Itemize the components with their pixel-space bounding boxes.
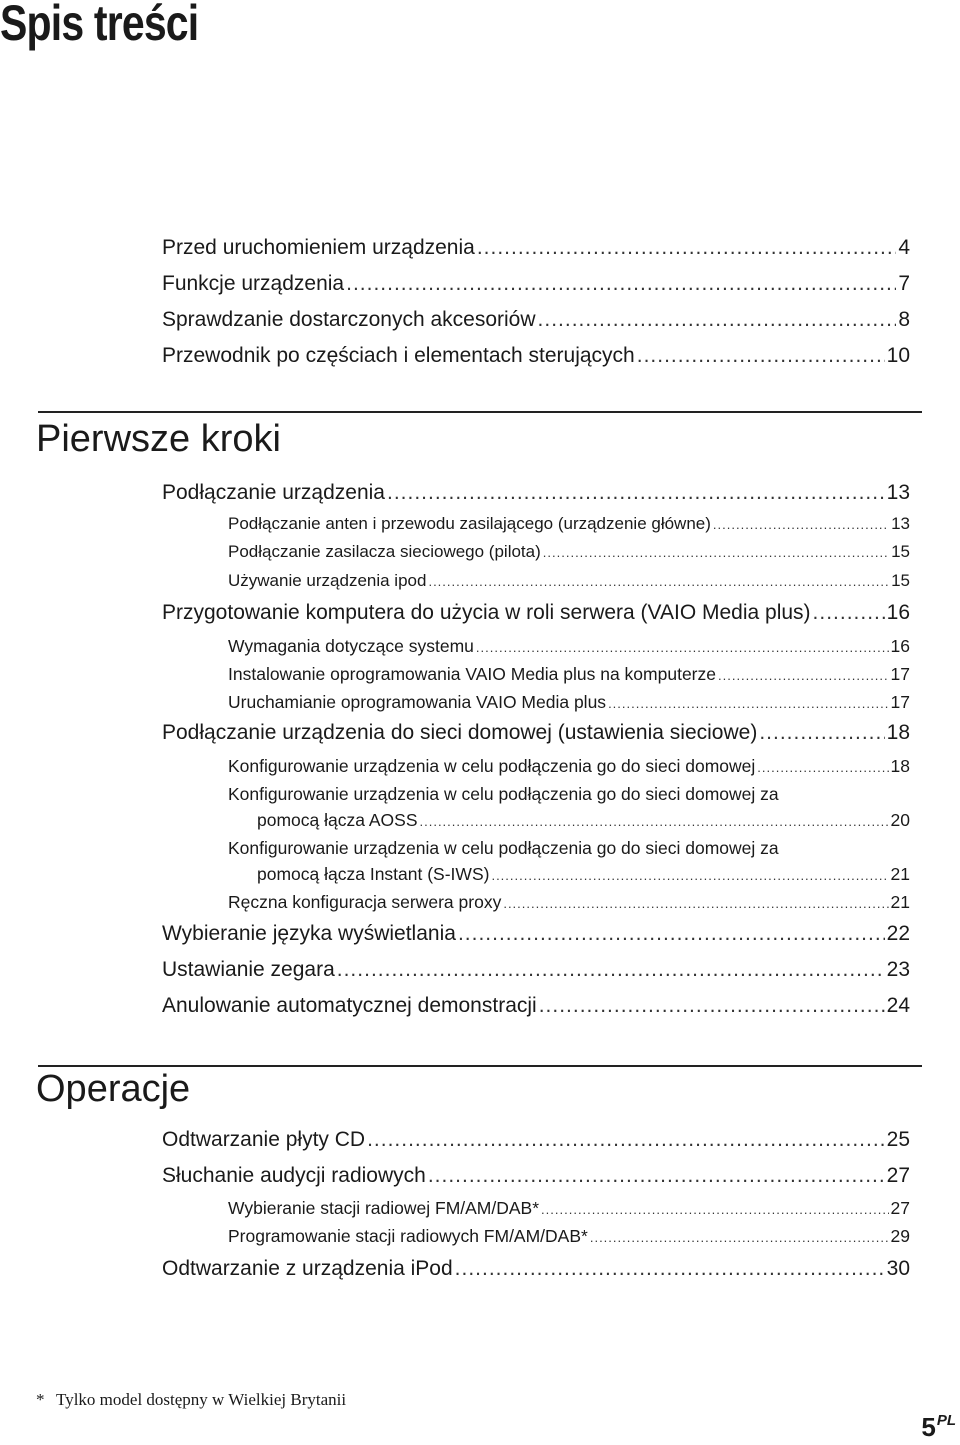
toc-subentry[interactable] [228, 636, 910, 657]
toc-entry-title-line1[interactable]: Konfigurowanie urządzenia w celu podłączenia go do sieci domowej za [228, 838, 779, 858]
section-title: Operacje [36, 1068, 191, 1110]
toc-entry-page: 16 [886, 601, 910, 624]
toc-entry-page: 4 [898, 236, 910, 259]
footnote-marker: * [36, 1390, 45, 1409]
toc-entry-page: 27 [886, 1164, 910, 1187]
section-divider [38, 411, 922, 413]
toc-subentry[interactable] [228, 892, 910, 913]
toc-entry-title: Programowanie stacji radiowych FM/AM/DAB* [228, 1226, 588, 1246]
toc-entry-page: 21 [890, 892, 910, 912]
toc-leader [455, 1257, 885, 1281]
toc-entry-page: 24 [886, 994, 910, 1017]
footnote-text: Tylko model dostępny w Wielkiej Brytanii [56, 1390, 347, 1409]
toc-leader [420, 814, 889, 829]
toc-entry-title: Podłączanie urządzenia do sieci domowej (ustawienia sieciowe) [162, 721, 758, 744]
page-number-suffix: PL [936, 1412, 956, 1429]
toc-entry[interactable] [162, 721, 910, 745]
toc-entry-page: 16 [890, 636, 910, 656]
toc-entry-page: 18 [886, 721, 910, 744]
toc-entry[interactable] [162, 344, 910, 368]
toc-entry-page: 22 [886, 922, 910, 945]
toc-entry-page: 18 [890, 756, 910, 776]
toc-leader [337, 958, 885, 982]
toc-entry[interactable] [162, 1128, 910, 1152]
toc-leader [539, 994, 885, 1018]
toc-entry[interactable] [162, 308, 910, 332]
toc-entry-title: Ręczna konfiguracja serwera proxy [228, 892, 502, 912]
toc-entry[interactable] [162, 236, 910, 260]
toc-entry-page: 13 [891, 514, 910, 533]
toc-entry-title: Funkcje urządzenia [162, 272, 345, 295]
toc-leader [718, 668, 889, 683]
toc-entry-page: 23 [886, 958, 910, 981]
toc-leader [759, 721, 884, 745]
toc-entry-title: pomocą łącza Instant (S-IWS) [257, 864, 490, 884]
toc-entry[interactable] [162, 1164, 910, 1188]
toc-entry-page: 27 [890, 1198, 910, 1218]
toc-entry-title: Ustawianie zegara [162, 958, 335, 981]
toc-entry[interactable] [162, 272, 910, 296]
toc-leader [346, 272, 896, 296]
toc-leader [477, 236, 896, 260]
toc-subentry[interactable] [257, 810, 910, 831]
toc-entry[interactable] [162, 1257, 910, 1281]
toc-entry-page: 15 [891, 542, 910, 561]
toc-entry-page: 13 [886, 481, 910, 504]
toc-subentry[interactable] [228, 542, 910, 562]
toc-subentry[interactable] [228, 1226, 910, 1247]
toc-leader [367, 1128, 885, 1152]
toc-entry-page: 10 [886, 344, 910, 367]
toc-leader [713, 517, 889, 532]
toc-leader [637, 344, 885, 368]
toc-entry-title: Odtwarzanie płyty CD [162, 1128, 366, 1151]
toc-entry-title: Przed uruchomieniem urządzenia [162, 236, 475, 259]
toc-entry-page: 25 [886, 1128, 910, 1151]
toc-entry-title-line1[interactable]: Konfigurowanie urządzenia w celu podłączenia go do sieci domowej za [228, 784, 779, 804]
page-number [921, 1412, 956, 1443]
toc-subentry[interactable] [228, 1198, 910, 1219]
toc-subentry[interactable] [228, 571, 910, 591]
toc-entry-page: 21 [890, 864, 910, 884]
page-title: Spis treści [0, 0, 199, 51]
toc-entry-page: 17 [890, 664, 910, 684]
toc-entry-title: Sprawdzanie dostarczonych akcesoriów [162, 308, 536, 331]
toc-subentry[interactable] [228, 756, 910, 777]
toc-entry-title: Słuchanie audycji radiowych [162, 1164, 426, 1187]
toc-leader [590, 1230, 889, 1245]
toc-leader [813, 601, 885, 625]
toc-entry[interactable] [162, 922, 910, 946]
page-number-value: 5 [921, 1412, 936, 1442]
toc-leader [538, 308, 897, 332]
toc-leader [541, 1202, 888, 1217]
toc-entry-title: Konfigurowanie urządzenia w celu podłączenia go do sieci domowej [228, 756, 756, 776]
section-divider [38, 1065, 922, 1067]
toc-entry-title: Przygotowanie komputera do użycia w roli serwera (VAIO Media plus) [162, 601, 811, 624]
toc-entry-page: 8 [898, 308, 910, 331]
toc-entry-page: 20 [890, 810, 910, 830]
toc-entry-title: Podłączanie zasilacza sieciowego (pilota) [228, 542, 541, 561]
toc-subentry[interactable] [228, 514, 910, 534]
toc-leader [757, 760, 888, 775]
toc-leader [491, 868, 888, 883]
toc-subentry[interactable] [228, 692, 910, 713]
toc-leader [428, 1164, 885, 1188]
toc-entry-title: Wybieranie stacji radiowej FM/AM/DAB* [228, 1198, 540, 1218]
toc-entry[interactable] [162, 481, 910, 505]
toc-entry-page: 15 [891, 571, 910, 590]
section-title: Pierwsze kroki [36, 418, 281, 460]
toc-leader [476, 640, 889, 655]
toc-entry-title: Wybieranie języka wyświetlania [162, 922, 456, 945]
toc-entry-title: Wymagania dotyczące systemu [228, 636, 474, 656]
toc-entry-page: 7 [898, 272, 910, 295]
toc-entry[interactable] [162, 994, 910, 1018]
toc-entry-title: Podłączanie anten i przewodu zasilającego (urządzenie główne) [228, 514, 711, 533]
toc-entry-title: Uruchamianie oprogramowania VAIO Media plus [228, 692, 607, 712]
toc-entry-page: 29 [890, 1226, 910, 1246]
toc-subentry[interactable] [228, 664, 910, 685]
toc-leader [608, 696, 888, 711]
toc-leader [458, 922, 885, 946]
toc-entry-page: 17 [890, 692, 910, 712]
toc-entry-title: pomocą łącza AOSS [257, 810, 418, 830]
toc-entry-title: Podłączanie urządzenia [162, 481, 385, 504]
toc-subentry[interactable] [257, 864, 910, 885]
toc-entry-title: Odtwarzanie z urządzenia iPod [162, 1257, 453, 1280]
toc-entry-page: 30 [886, 1257, 910, 1280]
toc-leader [543, 545, 889, 560]
footnote [36, 1390, 346, 1410]
toc-entry-title: Przewodnik po częściach i elementach sterujących [162, 344, 635, 367]
toc-leader [503, 896, 888, 911]
toc-entry-title: Anulowanie automatycznej demonstracji [162, 994, 537, 1017]
toc-entry[interactable] [162, 958, 910, 982]
toc-entry-title: Instalowanie oprogramowania VAIO Media plus na komputerze [228, 664, 716, 684]
toc-leader [387, 481, 885, 505]
toc-entry-title: Używanie urządzenia ipod [228, 571, 427, 590]
toc-leader [428, 574, 889, 589]
toc-entry[interactable] [162, 601, 910, 625]
